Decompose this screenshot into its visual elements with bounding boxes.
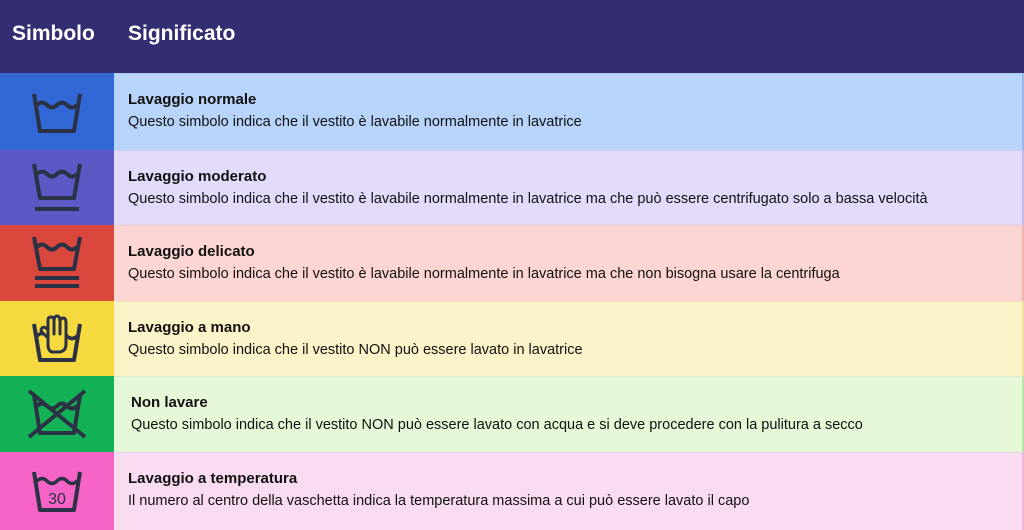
wash-basin-icon	[31, 90, 83, 134]
table-row	[0, 376, 1024, 452]
table-row	[0, 301, 1024, 376]
row-description: Il numero al centro della vaschetta indica la temperatura massima a cui può essere lavato il capo	[128, 493, 750, 509]
meaning-cell	[114, 452, 1024, 530]
temperature-label: 30	[48, 491, 66, 508]
row-title: Lavaggio delicato	[128, 243, 255, 260]
meaning-cell	[114, 73, 1024, 150]
symbol-cell	[0, 150, 114, 225]
symbol-cell	[0, 225, 114, 301]
row-description: Questo simbolo indica che il vestito è lavabile normalmente in lavatrice ma che non bisogna usare la centrifuga	[128, 266, 840, 282]
header-meaning: Significato	[128, 22, 236, 45]
do-not-wash-icon	[25, 389, 89, 439]
row-title: Lavaggio a temperatura	[128, 470, 298, 487]
table-row	[0, 150, 1024, 225]
wash-temperature-icon	[31, 468, 83, 514]
symbol-cell	[0, 73, 114, 150]
symbol-cell	[0, 452, 114, 530]
meaning-cell	[114, 225, 1024, 301]
table-row	[0, 452, 1024, 530]
symbol-cell	[0, 376, 114, 452]
meaning-cell	[114, 376, 1024, 452]
hand-wash-icon	[31, 314, 83, 364]
meaning-cell	[114, 150, 1024, 225]
row-title: Lavaggio a mano	[128, 319, 251, 336]
table-row	[0, 73, 1024, 150]
wash-moderate-icon	[31, 162, 83, 214]
table-header	[0, 0, 1024, 73]
row-title: Lavaggio normale	[128, 91, 257, 108]
wash-delicate-icon	[31, 235, 83, 291]
meaning-cell	[114, 301, 1024, 376]
row-title: Lavaggio moderato	[128, 168, 267, 185]
row-description: Questo simbolo indica che il vestito NON può essere lavato con acqua e si deve procedere con la pulitura a secco	[131, 417, 863, 433]
row-description: Questo simbolo indica che il vestito NON può essere lavato in lavatrice	[128, 342, 583, 358]
table-row	[0, 225, 1024, 301]
row-title: Non lavare	[131, 394, 208, 411]
row-description: Questo simbolo indica che il vestito è lavabile normalmente in lavatrice ma che può essere centrifugato solo a bassa velocità	[128, 191, 928, 207]
header-symbol: Simbolo	[12, 22, 95, 45]
row-description: Questo simbolo indica che il vestito è lavabile normalmente in lavatrice	[128, 114, 582, 130]
symbol-cell	[0, 301, 114, 376]
